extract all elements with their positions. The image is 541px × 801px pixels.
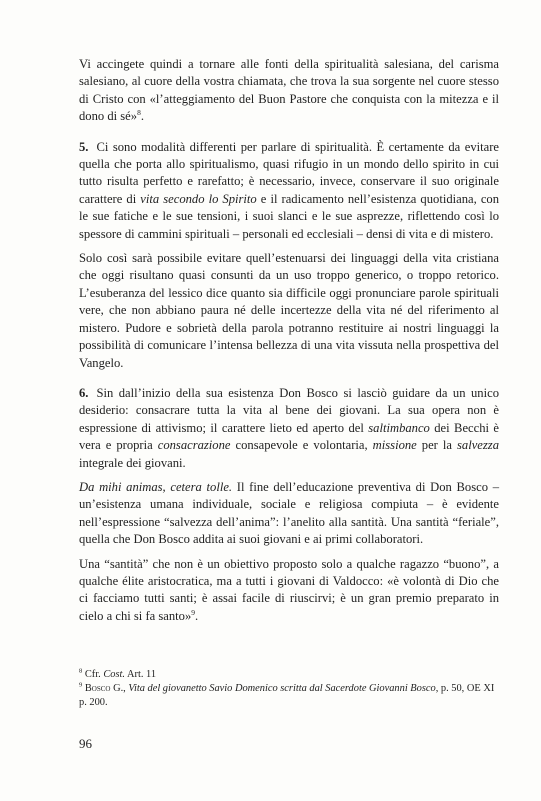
footnote-ref: 9 [191,607,196,617]
text: Vi accingete quindi a tornare alle fonti della spiritualità salesiana, del carisma salesiano, al cuore della vostra chiamata, che trova la sua sorgente nel cuore stesso di Cristo con «l’atteggiamento del Buon Pastore che conquista con la mitezza e il dono di sé» [79,57,499,124]
paragraph-6 [79,385,499,472]
italic-text: missione [372,438,417,453]
footnote-mark: 9 [79,681,83,689]
footnote-mark: 8 [79,667,83,675]
text: consapevole e volontaria, [230,438,373,453]
text: . [195,608,199,623]
text: Ci sono modalità differenti per parlare di spiritualità. È certamente da evitare quella che porta allo spiritualismo, quasi rifugio in un mondo dello spirito in cui tutto risulta perfetto e rarefatto; è necessario, invece, conservare il suo originale carattere di [79,139,499,206]
paragraph-santita [79,556,499,626]
text: Il fine dell’educazione preventiva di Don Bosco – un’esistenza umana individuale, sociale e religiosa compiuta – è evidente nell’espressione “salvezza dell’anima”: l’anelito alla santità. Una santità “feriale”, quella che Don Bosco addita ai suoi giovani e ai primi collaboratori. [79,479,499,547]
italic-text: Vita del giovanetto Savio Domenico scritta dal Sacerdote Giovanni Bosco [128,683,436,694]
paragraph-5 [79,139,499,243]
text: Cfr. [82,669,104,680]
page-number: 96 [79,736,92,751]
section-number: 6. [79,385,89,400]
paragraph-intro [79,56,499,126]
italic-text: Da mihi animas, cetera tolle. [79,479,233,494]
footnote-ref: 8 [137,108,141,118]
footnote-8 [79,668,499,682]
text: e il radicamento nell’esistenza quotidiana, con le sue fatiche e le sue tensioni, i suoi slanci e le sue asprezze, riflettendo così lo spessore di cammini spirituali – personali ed ecclesiali – densi di vita e di mistero. [79,191,499,241]
text: Solo così sarà possibile evitare quell’estenuarsi dei linguaggi della vita cristiana che oggi risultano quasi consunti da un uso troppo generico, o troppo retorico. L’esuberanza del lessico dice quanto sia difficile oggi pronunciare parole spirituali vere, che non abbiano paura né delle incertezze della vita né del riferimento al mistero. Pudore e sobrietà della parola potranno restituire ai nostri linguaggi la possibilità di comunicare l’intensa bellezza di una vita vissuta nella prospettiva del Vangelo. [79,251,499,370]
italic-text: salvezza [457,438,499,453]
italic-text: consacrazione [157,438,231,453]
text: per la [416,438,458,453]
author-name: Bosco [84,683,111,694]
text: Sin dall’inizio della sua esistenza Don Bosco si lasciò guidare da un unico desiderio: consacrare tutta la vita al bene dei giovani. La sua opera non è espressione di attivismo; il carattere lieto ed aperto del [79,385,499,435]
text: . [140,109,144,124]
footnote-9 [79,682,499,710]
italic-text: vita secondo lo Spirito [140,191,257,206]
text: dei Becchi è vera e propria [79,420,499,453]
text: Art. 11 [124,669,157,680]
text: , p. 50, OE XI p. 200. [79,683,495,708]
body-text [79,56,499,632]
footnotes [79,668,499,710]
paragraph-solo-cosi [79,250,499,372]
italic-text: saltimbanco [368,420,430,435]
section-number: 5. [79,139,89,154]
text: G., [110,683,129,694]
paragraph-da-mihi [79,479,499,549]
text: integrale dei giovani. [79,455,186,470]
text: Una “santità” che non è un obiettivo proposto solo a qualche ragazzo “buono”, a qualche élite aristocratica, ma a tutti i giovani di Valdocco: «è volontà di Dio che ci facciamo tutti santi; è assai facile di riuscirvi; è un gran premio preparato in cielo a chi si fa santo» [79,556,499,623]
italic-text: Cost. [103,669,125,680]
